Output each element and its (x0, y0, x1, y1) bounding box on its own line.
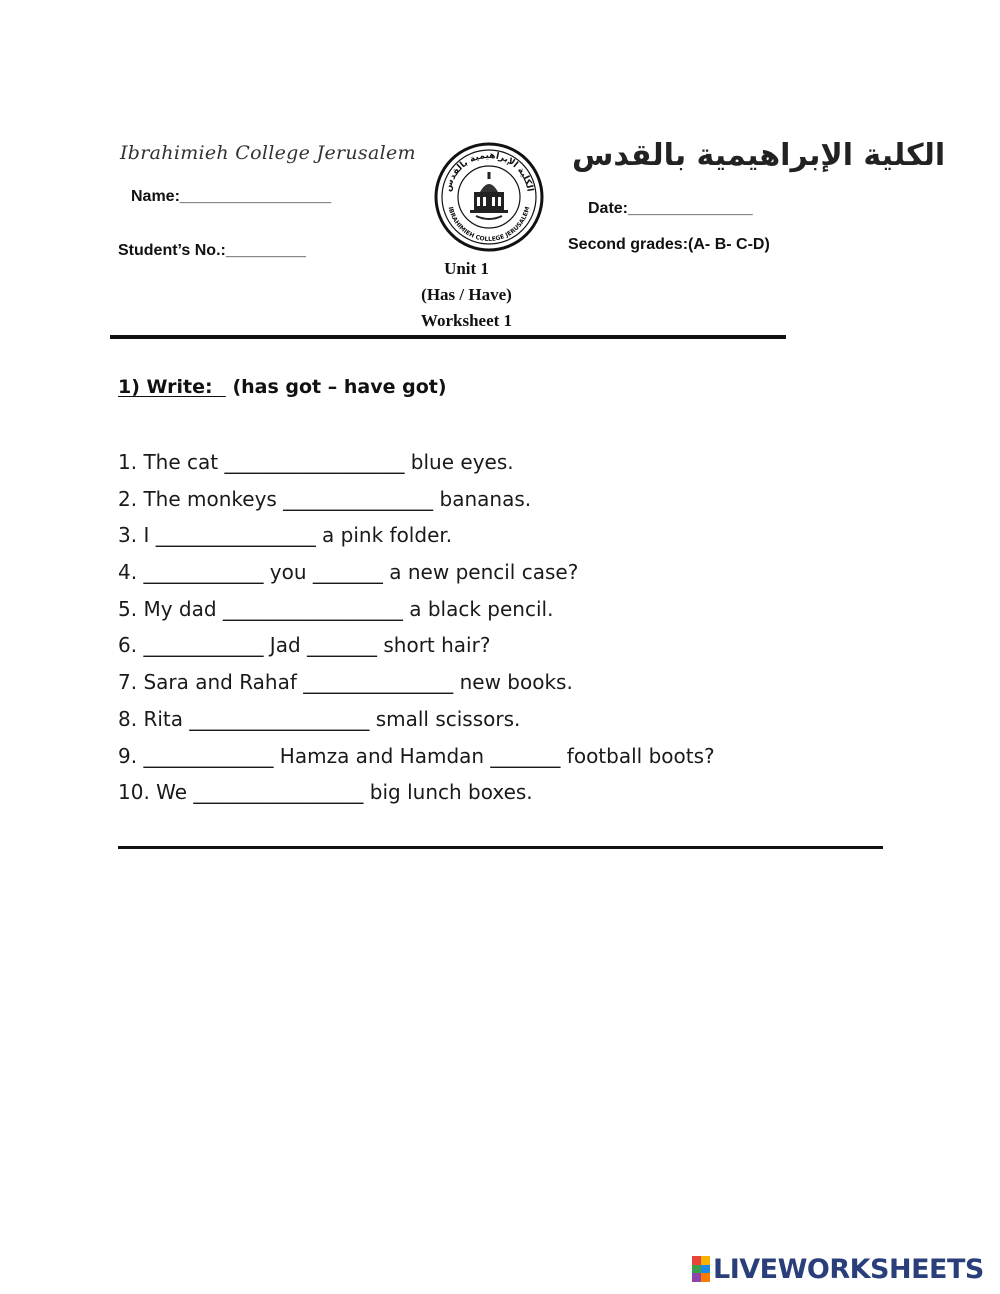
liveworksheets-wordmark: LIVEWORKSHEETS (713, 1253, 984, 1285)
brand-icon-block (701, 1273, 710, 1282)
name-field-label: Name:_________________ (131, 188, 332, 205)
question-1[interactable]: 1. The cat __________________ blue eyes. (118, 450, 514, 474)
footer-divider (118, 846, 883, 849)
question-10[interactable]: 10. We _________________ big lunch boxes. (118, 780, 533, 805)
date-field-label: Date:______________ (588, 200, 753, 217)
brand-icon-block (692, 1256, 701, 1265)
grades-label: Second grades:(A- B- C-D) (568, 236, 770, 253)
exercise-heading-blank (213, 376, 226, 398)
header-divider (110, 335, 786, 339)
question-6[interactable]: 6. ____________ Jad _______ short hair? (118, 633, 491, 658)
liveworksheets-brand[interactable] (692, 1254, 984, 1284)
unit-title: Unit 1 (444, 259, 489, 278)
question-4[interactable]: 4. ____________ you _______ a new pencil case? (118, 560, 579, 585)
brand-icon-block (692, 1273, 701, 1282)
exercise-question-list (118, 448, 715, 815)
student-number-field-label: Student’s No.:_________ (118, 242, 306, 259)
question-3[interactable]: 3. I ________________ a pink folder. (118, 523, 453, 548)
school-name-ar: الكلية الإبراهيمية بالقدس (572, 138, 946, 173)
question-2[interactable]: 2. The monkeys _______________ bananas. (118, 486, 532, 511)
exercise-heading (118, 376, 447, 398)
brand-icon-block (692, 1265, 701, 1274)
question-5[interactable]: 5. My dad __________________ a black pencil. (118, 596, 554, 621)
school-seal-logo (434, 142, 544, 252)
exercise-heading-options: (has got – have got) (225, 376, 447, 398)
liveworksheets-icon (692, 1256, 710, 1282)
exercise-heading-label: 1) Write: (118, 376, 213, 398)
question-7[interactable]: 7. Sara and Rahaf _______________ new books. (118, 670, 573, 695)
brand-icon-block (701, 1256, 710, 1265)
seal-english-text: IBRAHIMIEH COLLEGE JERUSALEM (446, 206, 532, 244)
seal-arabic-text: الكلية الإبراهيمية بالقدس (443, 150, 535, 193)
topic-title: (Has / Have) (421, 285, 512, 304)
question-9[interactable]: 9. _____________ Hamza and Hamdan _______ football boots? (118, 743, 715, 768)
brand-icon-block (701, 1265, 710, 1274)
school-name-en: Ibrahimieh College Jerusalem (120, 142, 416, 164)
question-8[interactable]: 8. Rita __________________ small scissors. (118, 706, 521, 731)
worksheet-title: Worksheet 1 (420, 311, 513, 330)
